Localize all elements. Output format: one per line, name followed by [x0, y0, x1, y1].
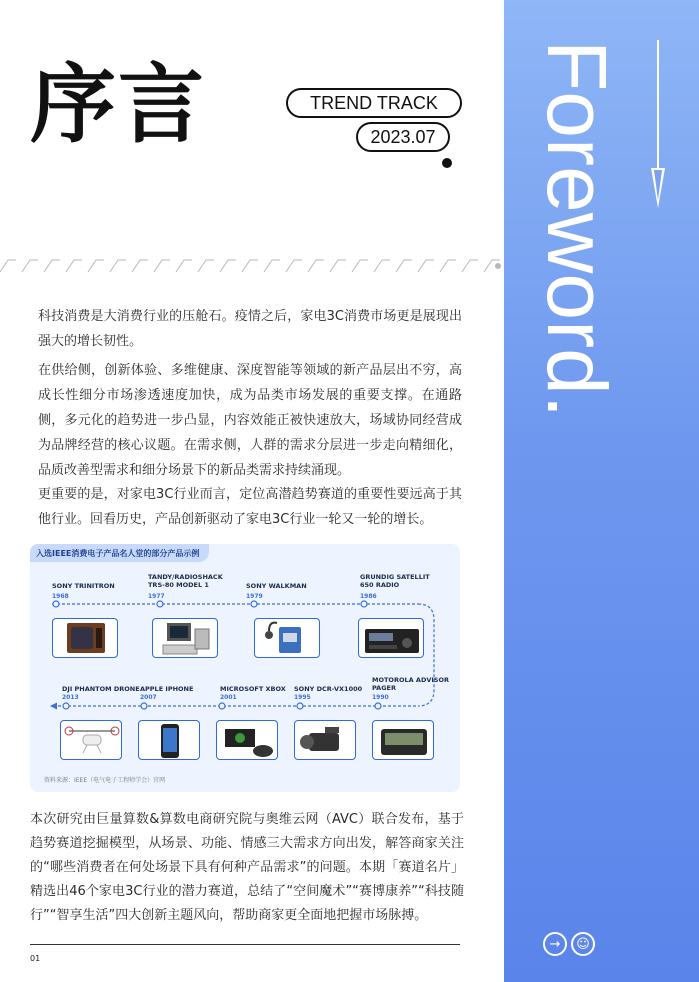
product-image — [216, 720, 278, 760]
product-year: 2013 — [62, 694, 79, 701]
product-name: MICROSOFT XBOX — [220, 685, 286, 693]
drone-icon — [61, 721, 122, 760]
product-name: APPLE IPHONE — [140, 685, 194, 693]
product-year: 1968 — [52, 593, 69, 600]
product-image — [254, 618, 320, 658]
product-year: 2007 — [140, 694, 157, 701]
product-year: 1995 — [294, 694, 311, 701]
paragraph-2: 在供给侧，创新体验、多维健康、深度智能等领域的新产品层出不穷，高成长性细分市场渗透速度加快，成为品类市场发展的重要支撑。在通路侧，多元化的趋势进一步凸显，内容效能正被快速放大，场域协同经营成为品牌经营的核心议题。在需求侧，人群的需求分层进一步走向精细化，品质改善型需求和细分场景下的新品类需求持续涌现。 — [38, 363, 462, 478]
product-image — [294, 720, 356, 760]
down-arrow-icon — [651, 168, 665, 208]
pager-icon — [373, 721, 434, 760]
arrow-right-icon[interactable]: → — [543, 932, 567, 956]
product-year: 1986 — [360, 593, 377, 600]
product-image — [358, 618, 424, 658]
product-name: SONY TRINITRON — [52, 582, 115, 590]
figure-title: 入选IEEE消费电子产品名人堂的部分产品示例 — [30, 544, 209, 562]
side-title — [530, 30, 630, 590]
camcorder-icon — [295, 721, 356, 760]
product-name: TANDY/RADIOSHACK TRS-80 MODEL 1 — [148, 573, 223, 589]
paragraph-1: 科技消费是大消费行业的压舱石。疫情之后，家电3C消费市场更是展现出强大的增长韧性。 — [38, 309, 462, 349]
crt-tv-icon — [53, 619, 118, 658]
footer-icons — [543, 932, 595, 956]
figure-source: 资料来源：IEEE（电气电子工程师学会）官网 — [44, 777, 166, 784]
product-image — [60, 720, 122, 760]
product-name: SONY WALKMAN — [246, 582, 307, 590]
product-year: 1990 — [372, 694, 389, 701]
page-number: 01 — [30, 954, 41, 963]
product-image — [152, 618, 218, 658]
smile-icon: ☺ — [571, 932, 595, 956]
date-tag: 2023.07 — [356, 122, 450, 152]
paragraph-3: 更重要的是，对家电3C行业而言，定位高潜趋势赛道的重要性要远高于其他行业。回看历史，产品创新驱动了家电3C行业一轮又一轮的增长。 — [38, 487, 462, 527]
product-name: SONY DCR-VX1000 — [294, 685, 363, 693]
product-year: 1979 — [246, 593, 263, 600]
console-icon — [217, 721, 278, 760]
phone-icon — [139, 721, 200, 760]
product-name: MOTOROLA ADVISOR PAGER — [372, 676, 450, 692]
paragraph-4: 本次研究由巨量算数&算数电商研究院与奥维云网（AVC）联合发布，基于趋势赛道挖掘模型，从场景、功能、情感三大需求方向出发，解答商家关注的“哪些消费者在何处场景下具有何种产品需求”的问题。本期「赛道名片」精选出46个家电3C行业的潜力赛道，总结了“空间魔术”“赛博康养”“科技随行”“智享生活”四大创新主题风向，帮助商家更全面地把握市场脉搏。 — [30, 812, 464, 923]
dashed-divider — [0, 252, 504, 280]
product-name: DJI PHANTOM DRONE — [62, 685, 140, 693]
walkman-icon — [255, 619, 320, 658]
computer-icon — [153, 619, 218, 658]
product-year: 1977 — [148, 593, 165, 600]
trend-tag: TREND TRACK — [286, 88, 462, 118]
product-image — [138, 720, 200, 760]
figure-card — [30, 544, 460, 792]
down-arrow-line — [657, 40, 659, 170]
product-image — [52, 618, 118, 658]
dot-decoration — [442, 158, 452, 168]
product-name: GRUNDIG SATELLIT 650 RADIO — [360, 573, 430, 589]
side-title-text: Foreword. — [530, 40, 624, 419]
radio-icon — [359, 619, 424, 658]
product-image — [372, 720, 434, 760]
footer-line — [30, 944, 460, 945]
page-title: 序言 — [30, 55, 206, 155]
product-year: 2001 — [220, 694, 237, 701]
